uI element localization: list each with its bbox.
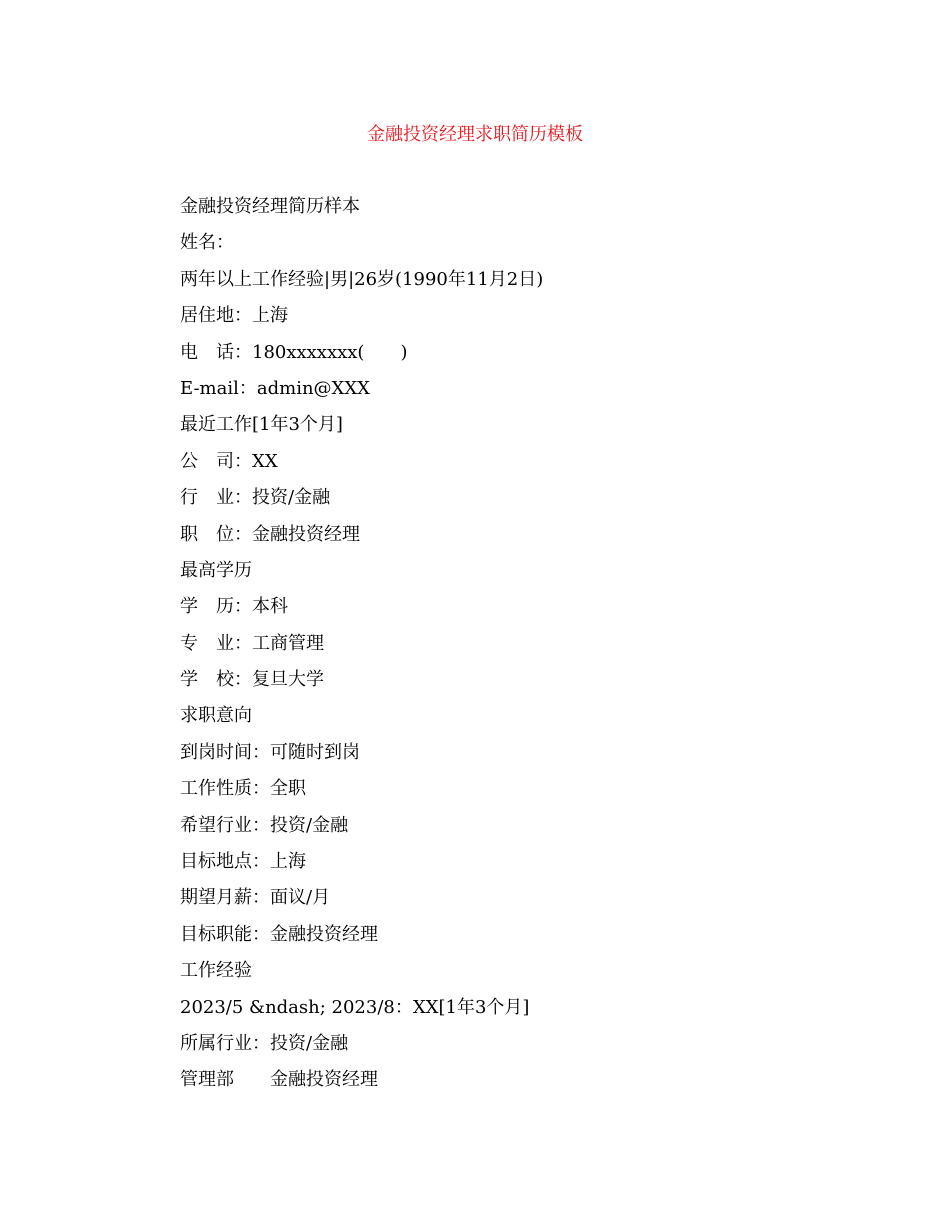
expected-salary-line: 期望月薪：面议/月 <box>180 887 331 909</box>
degree-line: 学 历：本科 <box>180 596 288 618</box>
job-intention-heading: 求职意向 <box>180 705 252 727</box>
experience-industry-line: 所属行业：投资/金融 <box>180 1032 349 1054</box>
resume-heading: 金融投资经理简历样本 <box>180 196 360 217</box>
position-line: 职 位：金融投资经理 <box>180 523 360 545</box>
document-title: 金融投资经理求职简历模板 <box>367 124 583 145</box>
job-type-line: 工作性质：全职 <box>180 778 306 800</box>
work-experience-heading: 工作经验 <box>180 960 252 982</box>
residence-line: 居住地：上海 <box>180 305 288 327</box>
target-function-line: 目标职能：金融投资经理 <box>180 923 378 945</box>
department-line: 管理部 金融投资经理 <box>180 1069 378 1091</box>
desired-industry-line: 希望行业：投资/金融 <box>180 814 349 836</box>
target-location-line: 目标地点：上海 <box>180 851 306 873</box>
profile-summary-line: 两年以上工作经验|男|26岁(1990年11月2日) <box>180 268 544 290</box>
email-line: E-mail：admin@XXX <box>180 377 370 399</box>
availability-line: 到岗时间：可随时到岗 <box>180 741 360 763</box>
recent-work-heading: 最近工作[1年3个月] <box>180 414 343 436</box>
name-line: 姓名： <box>180 232 234 254</box>
experience-period-line: 2023/5 &ndash; 2023/8：XX[1年3个月] <box>180 996 530 1018</box>
education-heading: 最高学历 <box>180 559 252 581</box>
school-line: 学 校：复旦大学 <box>180 669 324 691</box>
industry-line: 行 业：投资/金融 <box>180 487 331 509</box>
major-line: 专 业：工商管理 <box>180 632 324 654</box>
phone-line: 电 话：180xxxxxxx( ) <box>180 341 408 363</box>
company-line: 公 司：XX <box>180 450 278 472</box>
resume-body <box>180 193 860 1103</box>
